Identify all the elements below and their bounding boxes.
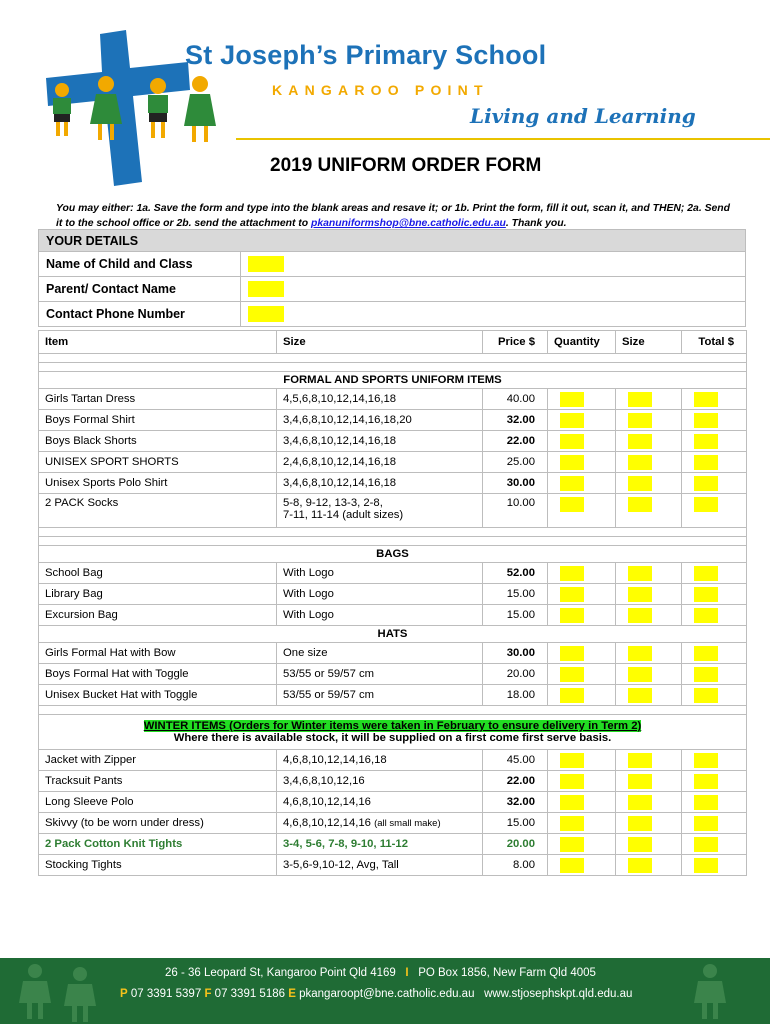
size-input[interactable] — [628, 858, 652, 873]
winter-section-row — [39, 715, 747, 750]
item-price: 25.00 — [483, 452, 548, 473]
quantity-input[interactable] — [560, 667, 584, 682]
quantity-input[interactable] — [560, 688, 584, 703]
spacer-cell — [39, 537, 747, 546]
size-input[interactable] — [628, 476, 652, 491]
total-cell — [682, 431, 747, 452]
quantity-cell — [548, 643, 616, 664]
size-input[interactable] — [628, 455, 652, 470]
size-input[interactable] — [628, 795, 652, 810]
quantity-cell — [548, 494, 616, 528]
size-cell — [616, 792, 682, 813]
instructions — [56, 201, 736, 231]
item-name: Stocking Tights — [39, 855, 277, 876]
item-name: Tracksuit Pants — [39, 771, 277, 792]
item-price: 15.00 — [483, 605, 548, 626]
item-price: 40.00 — [483, 389, 548, 410]
quantity-input[interactable] — [560, 413, 584, 428]
item-size-cell — [277, 834, 483, 855]
item-name: Girls Tartan Dress — [39, 389, 277, 410]
contact-name-label: Parent/ Contact Name — [39, 277, 241, 302]
quantity-input[interactable] — [560, 774, 584, 789]
contact-phone-label: Contact Phone Number — [39, 302, 241, 327]
total-input[interactable] — [694, 795, 718, 810]
size-cell — [616, 750, 682, 771]
item-name: 2 Pack Cotton Knit Tights — [39, 834, 277, 855]
quantity-cell — [548, 473, 616, 494]
hats-section-heading: HATS — [39, 626, 747, 643]
size-cell — [616, 494, 682, 528]
item-name: Unisex Sports Polo Shirt — [39, 473, 277, 494]
formal-section-heading: FORMAL AND SPORTS UNIFORM ITEMS — [39, 372, 747, 389]
footer-contact-line — [120, 988, 632, 1000]
quantity-input[interactable] — [560, 837, 584, 852]
table-row — [39, 855, 747, 876]
size-input[interactable] — [628, 837, 652, 852]
quantity-cell — [548, 452, 616, 473]
table-row — [39, 643, 747, 664]
size-cell — [616, 389, 682, 410]
item-sizes: 4,5,6,8,10,12,14,16,18 — [283, 393, 397, 405]
total-cell — [682, 664, 747, 685]
item-size-cell — [277, 643, 483, 664]
school-suburb: KANGAROO POINT — [272, 82, 489, 98]
item-name: Excursion Bag — [39, 605, 277, 626]
your-details-heading: YOUR DETAILS — [39, 230, 746, 252]
uniform-shop-email-link[interactable]: pkanuniformshop@bne.catholic.edu.au — [310, 218, 506, 229]
quantity-cell — [548, 605, 616, 626]
item-price: 22.00 — [483, 431, 548, 452]
table-row — [39, 750, 747, 771]
item-size-cell — [277, 685, 483, 706]
item-size-note: (all small make) — [374, 818, 441, 829]
table-row — [39, 563, 747, 584]
item-sizes: 2,4,6,8,10,12,14,16,18 — [283, 456, 397, 468]
item-sizes: 4,6,8,10,12,14,16 — [283, 817, 371, 829]
quantity-cell — [548, 792, 616, 813]
total-cell — [682, 643, 747, 664]
total-input[interactable] — [694, 434, 718, 449]
table-row — [39, 431, 747, 452]
table-row — [39, 664, 747, 685]
quantity-cell — [548, 685, 616, 706]
table-row — [39, 771, 747, 792]
total-cell — [682, 750, 747, 771]
quantity-input[interactable] — [560, 795, 584, 810]
col-quantity: Quantity — [548, 331, 616, 354]
item-price: 32.00 — [483, 410, 548, 431]
item-size-cell — [277, 410, 483, 431]
total-cell — [682, 473, 747, 494]
total-cell — [682, 771, 747, 792]
winter-note: (Orders for Winter items were taken in February to ensure delivery in Term 2) — [229, 720, 642, 732]
quantity-cell — [548, 410, 616, 431]
size-cell — [616, 855, 682, 876]
total-cell — [682, 605, 747, 626]
spacer-cell — [39, 354, 747, 363]
size-cell — [616, 771, 682, 792]
contact-name-cell — [241, 277, 746, 302]
size-input[interactable] — [628, 608, 652, 623]
table-row — [39, 813, 747, 834]
instructions-text: You may either: 1a. Save the form and type into the blank areas and resave it; or 1b. Print the form, fill it out, scan it, and THEN; 2a. Send it to the school office or 2b. send the attachment to — [56, 203, 731, 229]
quantity-cell — [548, 431, 616, 452]
quantity-input[interactable] — [560, 434, 584, 449]
size-input[interactable] — [628, 816, 652, 831]
size-cell — [616, 664, 682, 685]
child-silhouette-icon — [15, 963, 55, 1021]
header-divider — [236, 138, 770, 140]
phone-label: P — [120, 988, 128, 1000]
item-size-cell — [277, 563, 483, 584]
quantity-cell — [548, 750, 616, 771]
size-input[interactable] — [628, 434, 652, 449]
winter-heading — [39, 715, 747, 750]
your-details-table — [38, 229, 746, 327]
item-price: 10.00 — [483, 494, 548, 528]
size-input[interactable] — [628, 753, 652, 768]
item-name: School Bag — [39, 563, 277, 584]
quantity-input[interactable] — [560, 646, 584, 661]
item-price: 30.00 — [483, 643, 548, 664]
item-size-cell — [277, 494, 483, 528]
table-row — [39, 389, 747, 410]
total-input[interactable] — [694, 774, 718, 789]
item-price: 52.00 — [483, 563, 548, 584]
item-name: Library Bag — [39, 584, 277, 605]
total-input[interactable] — [694, 392, 718, 407]
spacer-row — [39, 354, 747, 363]
item-size-cell — [277, 584, 483, 605]
quantity-input[interactable] — [560, 753, 584, 768]
footer-address: 26 - 36 Leopard St, Kangaroo Point Qld 4169 — [165, 967, 396, 979]
child-class-label: Name of Child and Class — [39, 252, 241, 277]
total-input[interactable] — [694, 667, 718, 682]
size-cell — [616, 563, 682, 584]
total-cell — [682, 792, 747, 813]
item-sizes: 3,4,6,8,10,12,14,16,18 — [283, 435, 397, 447]
quantity-input[interactable] — [560, 566, 584, 581]
quantity-cell — [548, 855, 616, 876]
table-row — [39, 792, 747, 813]
item-sizes: With Logo — [283, 588, 334, 600]
quantity-cell — [548, 664, 616, 685]
item-name: Skivvy (to be worn under dress) — [39, 813, 277, 834]
item-name: Girls Formal Hat with Bow — [39, 643, 277, 664]
col-item: Item — [39, 331, 277, 354]
total-input[interactable] — [694, 753, 718, 768]
quantity-cell — [548, 389, 616, 410]
contact-name-input[interactable] — [248, 281, 284, 297]
item-size-cell — [277, 473, 483, 494]
item-size-cell — [277, 750, 483, 771]
item-name: Boys Formal Shirt — [39, 410, 277, 431]
item-price: 18.00 — [483, 685, 548, 706]
footer-fax: 07 3391 5186 — [214, 988, 286, 1000]
item-sizes: With Logo — [283, 609, 334, 621]
winter-highlight — [144, 720, 642, 732]
column-header-row — [39, 331, 747, 354]
uniform-items-table — [38, 330, 747, 876]
bags-section-row — [39, 546, 747, 563]
item-sizes: With Logo — [283, 567, 334, 579]
table-row — [39, 834, 747, 855]
table-row — [39, 685, 747, 706]
total-input[interactable] — [694, 837, 718, 852]
quantity-input[interactable] — [560, 455, 584, 470]
footer-po-box: PO Box 1856, New Farm Qld 4005 — [418, 967, 596, 979]
total-input[interactable] — [694, 497, 718, 512]
total-input[interactable] — [694, 413, 718, 428]
winter-title: WINTER ITEMS — [143, 720, 226, 732]
item-price: 15.00 — [483, 584, 548, 605]
item-sizes: 53/55 or 59/57 cm — [283, 689, 375, 701]
item-sizes: One size — [283, 647, 328, 659]
total-cell — [682, 563, 747, 584]
quantity-input[interactable] — [560, 497, 584, 512]
size-input[interactable] — [628, 413, 652, 428]
size-input[interactable] — [628, 667, 652, 682]
quantity-input[interactable] — [560, 608, 584, 623]
size-input[interactable] — [628, 774, 652, 789]
spacer-row — [39, 537, 747, 546]
size-cell — [616, 834, 682, 855]
size-cell — [616, 410, 682, 431]
quantity-input[interactable] — [560, 392, 584, 407]
total-input[interactable] — [694, 476, 718, 491]
footer-website: www.stjosephskpt.qld.edu.au — [484, 988, 633, 1000]
child-silhouette-icon — [60, 966, 100, 1024]
quantity-input[interactable] — [560, 816, 584, 831]
col-size: Size — [277, 331, 483, 354]
item-size-cell — [277, 452, 483, 473]
quantity-cell — [548, 563, 616, 584]
total-cell — [682, 855, 747, 876]
item-name: Boys Formal Hat with Toggle — [39, 664, 277, 685]
table-row — [39, 494, 747, 528]
quantity-cell — [548, 771, 616, 792]
col-order-size: Size — [616, 331, 682, 354]
size-cell — [616, 685, 682, 706]
footer-address-line — [165, 967, 596, 979]
item-size-cell — [277, 771, 483, 792]
hats-section-row — [39, 626, 747, 643]
table-row — [39, 473, 747, 494]
item-price: 20.00 — [483, 834, 548, 855]
item-price: 20.00 — [483, 664, 548, 685]
size-cell — [616, 813, 682, 834]
item-price: 22.00 — [483, 771, 548, 792]
item-name: 2 PACK Socks — [39, 494, 277, 528]
item-sizes-cont: 7-11, 11-14 (adult sizes) — [283, 509, 404, 521]
size-input[interactable] — [628, 688, 652, 703]
item-size-cell — [277, 855, 483, 876]
spacer-row — [39, 706, 747, 715]
col-total: Total $ — [682, 331, 747, 354]
total-input[interactable] — [694, 587, 718, 602]
item-name: Jacket with Zipper — [39, 750, 277, 771]
size-cell — [616, 605, 682, 626]
table-row — [39, 452, 747, 473]
spacer-row — [39, 528, 747, 537]
total-cell — [682, 584, 747, 605]
item-name: Boys Black Shorts — [39, 431, 277, 452]
footer-email: pkangaroopt@bne.catholic.edu.au — [299, 988, 475, 1000]
total-input[interactable] — [694, 816, 718, 831]
item-name: UNISEX SPORT SHORTS — [39, 452, 277, 473]
total-input[interactable] — [694, 608, 718, 623]
total-input[interactable] — [694, 858, 718, 873]
item-size-cell — [277, 605, 483, 626]
item-size-cell — [277, 792, 483, 813]
footer — [0, 958, 770, 1024]
size-cell — [616, 584, 682, 605]
email-label: E — [288, 988, 296, 1000]
total-cell — [682, 389, 747, 410]
item-sizes: 4,6,8,10,12,14,16 — [283, 796, 371, 808]
size-input[interactable] — [628, 392, 652, 407]
col-price: Price $ — [483, 331, 548, 354]
total-cell — [682, 410, 747, 431]
item-sizes: 3-5,6-9,10-12, Avg, Tall — [283, 859, 399, 871]
item-sizes: 4,6,8,10,12,14,16,18 — [283, 754, 387, 766]
fax-label: F — [204, 988, 212, 1000]
spacer-row — [39, 363, 747, 372]
item-price: 30.00 — [483, 473, 548, 494]
item-price: 32.00 — [483, 792, 548, 813]
item-sizes: 3,4,6,8,10,12,14,16,18,20 — [283, 414, 412, 426]
item-sizes: 3,4,6,8,10,12,16 — [283, 775, 365, 787]
total-input[interactable] — [694, 455, 718, 470]
item-sizes: 5-8, 9-12, 13-3, 2-8, — [283, 497, 383, 509]
child-class-input[interactable] — [248, 256, 284, 272]
size-cell — [616, 473, 682, 494]
item-sizes: 3,4,6,8,10,12,14,16,18 — [283, 477, 397, 489]
form-title: 2019 UNIFORM ORDER FORM — [270, 155, 542, 176]
child-class-cell — [241, 252, 746, 277]
size-input[interactable] — [628, 497, 652, 512]
total-input[interactable] — [694, 566, 718, 581]
total-cell — [682, 685, 747, 706]
total-cell — [682, 813, 747, 834]
item-sizes: 53/55 or 59/57 cm — [283, 668, 375, 680]
quantity-input[interactable] — [560, 858, 584, 873]
bags-section-heading: BAGS — [39, 546, 747, 563]
spacer-cell — [39, 528, 747, 537]
spacer-cell — [39, 706, 747, 715]
quantity-cell — [548, 584, 616, 605]
item-name: Long Sleeve Polo — [39, 792, 277, 813]
contact-phone-input[interactable] — [248, 306, 284, 322]
child-silhouette-icon — [690, 963, 730, 1021]
size-cell — [616, 431, 682, 452]
item-name: Unisex Bucket Hat with Toggle — [39, 685, 277, 706]
item-sizes: 3-4, 5-6, 7-8, 9-10, 11-12 — [283, 838, 408, 850]
table-row — [39, 410, 747, 431]
quantity-cell — [548, 813, 616, 834]
footer-separator: I — [405, 967, 409, 979]
contact-phone-cell — [241, 302, 746, 327]
school-motto: Living and Learning — [470, 104, 696, 128]
item-size-cell — [277, 389, 483, 410]
winter-stock-note: Where there is available stock, it will be supplied on a first come first serve basis. — [173, 732, 612, 744]
total-input[interactable] — [694, 688, 718, 703]
item-size-cell — [277, 664, 483, 685]
item-size-cell — [277, 431, 483, 452]
item-price: 45.00 — [483, 750, 548, 771]
total-cell — [682, 494, 747, 528]
quantity-input[interactable] — [560, 476, 584, 491]
instructions-thanks: . Thank you. — [505, 218, 567, 229]
size-input[interactable] — [628, 646, 652, 661]
quantity-cell — [548, 834, 616, 855]
quantity-input[interactable] — [560, 587, 584, 602]
item-price: 15.00 — [483, 813, 548, 834]
size-cell — [616, 643, 682, 664]
spacer-cell — [39, 363, 747, 372]
item-size-cell — [277, 813, 483, 834]
table-row — [39, 584, 747, 605]
item-price: 8.00 — [483, 855, 548, 876]
size-input[interactable] — [628, 587, 652, 602]
formal-section-row — [39, 372, 747, 389]
total-input[interactable] — [694, 646, 718, 661]
total-cell — [682, 452, 747, 473]
table-row — [39, 605, 747, 626]
size-cell — [616, 452, 682, 473]
footer-phone: 07 3391 5397 — [130, 988, 202, 1000]
total-cell — [682, 834, 747, 855]
size-input[interactable] — [628, 566, 652, 581]
school-name: St Joseph’s Primary School — [185, 40, 547, 70]
